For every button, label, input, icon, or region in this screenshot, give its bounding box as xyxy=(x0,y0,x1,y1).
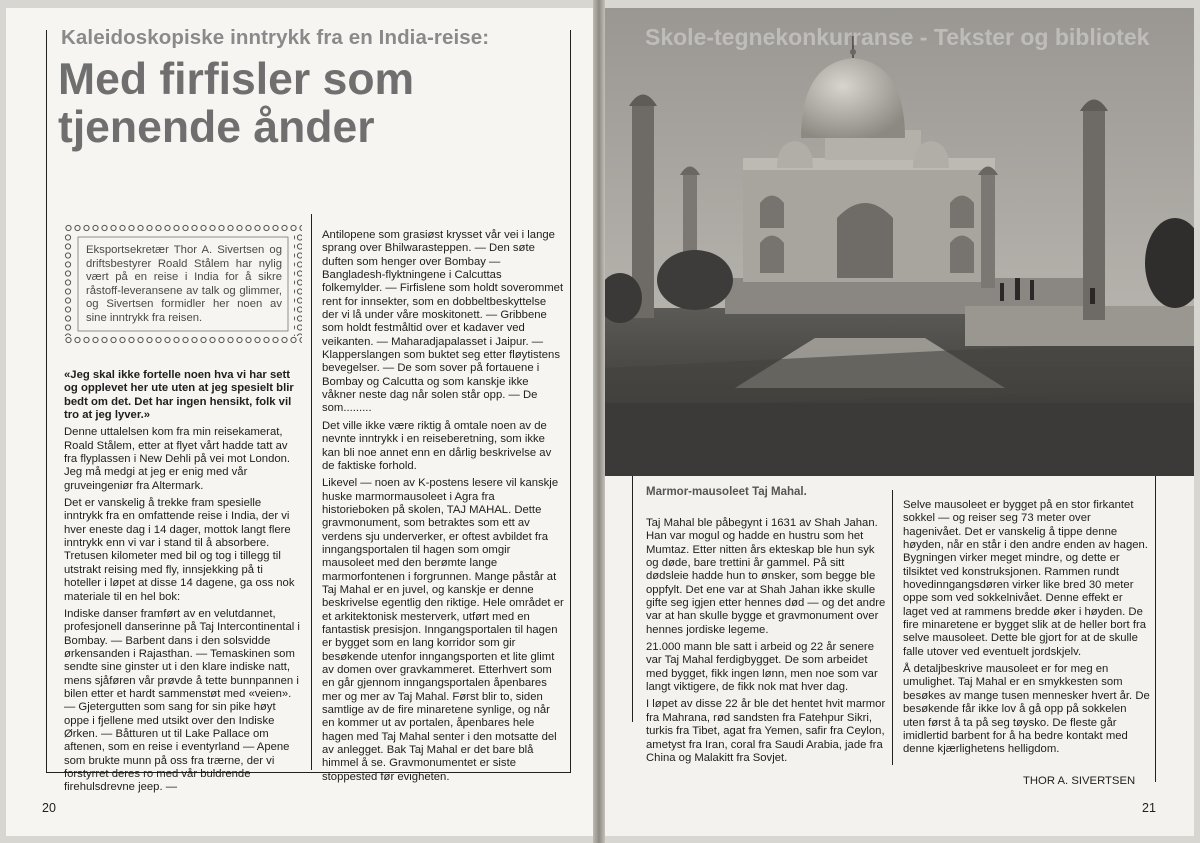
article-column-1 xyxy=(64,369,301,799)
intro-box xyxy=(64,224,302,344)
paragraph: I løpet av disse 22 år ble det hentet hvit marmor fra Mahrana, rød sandsten fra Fatehpur Sikri, turkis fra Tibet, agat fra Yemen, safir fra Ceylon, ametyst fra Iran, coral fra Saudi Arabia, jade fra China og Malakitt fra Sovjet. xyxy=(646,698,886,764)
page-number: 21 xyxy=(1142,801,1156,815)
paragraph: 21.000 mann ble satt i arbeid og 22 år senere var Taj Mahal ferdigbygget. De som arbeidet med bygget, fikk ingen lønn, men noe som var langt viktigere, de fikk nok mat hver dag. xyxy=(646,641,878,694)
page-number: 20 xyxy=(42,801,56,815)
column-divider-rule xyxy=(311,214,312,770)
left-page xyxy=(6,8,593,836)
article-kicker: Kaleidoskopiske inntrykk fra en India-reise: xyxy=(61,26,490,49)
paragraph: Det ville ikke være riktig å omtale noen av de nevnte inntrykk i en reiseberetning, som ikke kan bli noe annet enn en dårlig beskrivelse av de faktiske forhold. xyxy=(322,419,552,472)
paragraph: Likevel — noen av K-postens lesere vil kanskje huske marmormausoleet i Agra fra historieboken på skolen, TAJ MAHAL. Dette gravmonument, som betraktes som ett av verdens sju underverker, er oftest avbildet fra inngangsportalen til hagen som omgir mausoleet med den berømte lange marmorfontenen i forgrunnen. Mange påstår at Taj Mahal er en juvel, og kanskje er denne beskrivelse egentlig den riktige. Hele området er et arkitektonisk mesterverk, utført med en fantastisk presisjon. Inngangsportalen til hagen er bygget som en lang korridor som gir besøkende utenfor inngangsporten et lite glimt av domen over gravkammeret. Etterhvert som en går gjennom inngangsportalen åpenbares mer og mer av Taj Mahal. Først blir to, siden samtlige av de fire minaretene synlige, og når en kommer ut av portalen, åpenbares hele hagen med Taj Mahal senter i den motsatte del av anlegget. Bak Taj Mahal er det bare blå himmel å se. Gravmonumentet er siste stoppested før evigheten. xyxy=(322,477,564,783)
article-headline: Med firfisler som tjenende ånder xyxy=(58,55,415,153)
paragraph: Det er vanskelig å trekke fram spesielle inntrykk fra en omfattende reise i India, der vi hver eneste dag i 14 dager, mottok langt flere inntrykk enn vi var i stand til å absorbere. Tretusen kilometer med bil og tog i tillegg til utstrakt reising med fly, innsjekking på ti hoteller i løpet at disse 14 dagene, ga oss nok materiale til en hel bok: xyxy=(64,497,295,603)
paragraph: Taj Mahal ble påbegynt i 1631 av Shah Jahan. Han var mogul og hadde en hustru som het Mumtaz. Etter nitten års ekteskap ble hun syk og døde, bare trettini år gammel. På sitt dødsleie hadde hun to ønsker, som begge ble oppfylt. Det ene var at Shah Jahan ikke skulle gifte seg igjen etter hennes død — og det andre var at han skulle bygge et gravmonument over hennes jordiske legeme. xyxy=(646,517,886,636)
paragraph: Antilopene som grasiøst krysset vår vei i lange sprang over Bhilwarasteppen. — Den søte duften som henger over Bombay — Bangladesh-flyktningene i Calcuttas folkemylder. — Firfislene som holdt soverommet rent for innsekter, som en dobbeltbeskyttelse der vi lå under våre moskitonett. — Gribbene som holdt festmåltid over et kadaver ved veikanten. — Maharadjapalasset i Jaipur. — Klapperslangen som buktet seg etter fløytistens bevegelser. — De som sover på fortauene i Bombay og Calcutta og som kanskje ikke våkner neste dag når solen står opp. — De som......... xyxy=(322,229,564,415)
photo-left-rule xyxy=(632,476,633,722)
left-margin-rule xyxy=(46,30,47,772)
photo-caption: Marmor-mausoleet Taj Mahal. xyxy=(646,486,807,498)
paragraph: Selve mausoleet er bygget på en stor firkantet sokkel — og reiser seg 73 meter over hagenivået. Det er vanskelig å tippe denne høyden, når en står i den andre enden av hagen. Bygningen virker meget mindre, og dette er tilsiktet ved konstruksjonen. Rammen rundt hovedinngangsdøren virker like bred 30 meter oppe som ved sokkelnivået. Denne effekt er laget ved at rammens bredde øker i høyden. De fire minaretene er bygget slik at de heller bort fra selve mausoleet. Dette ble gjort for at de skulle falle utover ved eventuelt jordskjelv. xyxy=(903,499,1148,658)
article-column-3 xyxy=(646,517,886,769)
book-gutter xyxy=(593,0,605,843)
lead-quote: «Jeg skal ikke fortelle noen hva vi har sett og opplevet her ute uten at jeg spesielt blir bedt om det. Det har ingen hensikt, folk vil tro at jeg lyver.» xyxy=(64,369,294,422)
ghost-title: Skole-tegnekonkurranse - Tekster og bibliotek xyxy=(645,24,1150,50)
author-signature: THOR A. SIVERTSEN xyxy=(1023,775,1136,787)
paragraph: Denne uttalelsen kom fra min reisekamerat, Roald Stålem, etter at flyet vårt hadde tatt av fra flyplassen i New Dehli på vei mot London. Jeg må medgi at jeg er enig med vår gruveingeniør fra Altermark. xyxy=(64,426,291,492)
intro-text: Eksportsekretær Thor A. Sivertsen og driftsbestyrer Roald Stålem har nylig vært på en reise i India for å sikre råstoff-leveransene av talk og glimmer, og Sivertsen formidler her noen av sine inntrykk fra reisen. xyxy=(86,244,282,324)
taj-mahal-photo xyxy=(605,8,1194,476)
paragraph: Å detaljbeskrive mausoleet er for meg en umulighet. Taj Mahal er en smykkesten som besøkes av mange tusen mennesker hvert år. De besøkende får ikke lov å gå opp på sokkelen uten først å ta på seg tøysko. De fleste går imidlertid barbent for å ha bedre kontakt med denne kjærlighetens helligdom. xyxy=(903,663,1150,756)
right-margin-rule xyxy=(570,30,571,772)
paragraph: Indiske danser framført av en velutdannet, profesjonell danserinne på Taj Intercontinental i Bombay. — Barbent dans i den solsvidde ørkensanden i Rajasthan. — Temaskinen som sendte sine ginster ut i den klare indiske natt, mens sjåføren vår prøvde å tette bunnpannen i bilen etter et hardt sammenstøt med «veien». — Gjetergutten som sang for sin pike høyt oppe i fjellene med utsikt over den Indiske Ørken. — Båtturen ut til Lake Pallace om aftenen, som en reise i eventyrland — Apene som brukte munn på oss fra trærne, der vi forstyrret deres ro med vår buldrende firehulsdrevne jeep. — xyxy=(64,607,300,794)
column-divider-rule xyxy=(892,490,893,765)
right-margin-rule xyxy=(1155,476,1156,782)
article-column-4 xyxy=(903,499,1150,761)
right-page xyxy=(605,8,1194,836)
article-column-2 xyxy=(322,229,564,788)
